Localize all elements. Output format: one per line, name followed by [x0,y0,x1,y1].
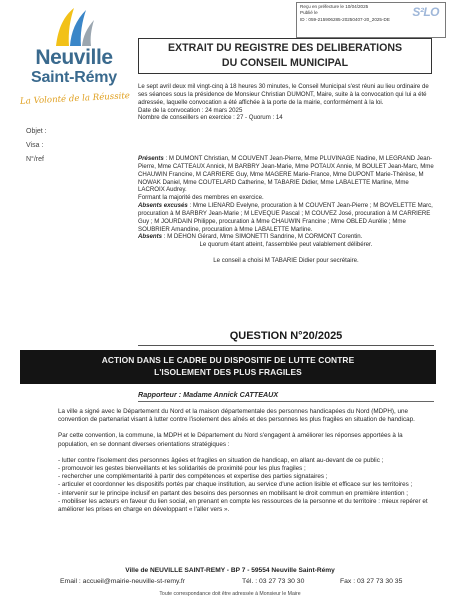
presents-line [138,155,434,194]
deliberation-body [58,408,434,514]
quorum-line: Le quorum étant atteint, l'assemblée peut valablement délibérer. [199,241,373,249]
stamp-published: Publié le [300,10,318,16]
absents-list: : M DEHON Gérard, Mme SIMONETTI Sandrine, M CORMONT Corentin. [162,233,363,241]
stamp-received: Reçu en préfecture le 10/04/2025 [300,4,369,9]
title-line2: DU CONSEIL MUNICIPAL [221,57,349,69]
visa-label: Visa : [26,142,44,149]
title-line1: EXTRAIT DU REGISTRE DES DELIBERATIONS [167,42,403,54]
convocation-date: Date de la convocation : 24 mars 2025 [138,106,243,114]
footer-phone: Tél. : 03 27 73 30 30 [242,578,305,585]
question-divider [138,345,434,346]
excuses-label: Absents excusés [138,202,188,210]
majority-line: Formant la majorité des membres en exercice. [138,194,264,202]
question-number: QUESTION N°20/2025 [229,330,343,342]
presents-label: Présents [138,155,164,162]
footer-address: Ville de NEUVILLE SAINT-REMY - BP 7 - 59554 Neuville Saint-Rémy [125,567,335,574]
orientation-item: - promouvoir les gestes bienveillants et les solidarités de proximité pour les plus fragiles ; [58,465,306,473]
presents-list: : M DUMONT Christian, M COUVENT Jean-Pierre, Mme PLUVINAGE Nadine, M LEGRAND Jean-Pierre, Mme CATTEAUX Annick, M BARBRY Jean-Marie, Mme POTAUX Annie, M BOULET Jean-Marc, Mme CHAUWIN Francine, M CARRIERE Guy, Mme MAGERE Marie-France, Mme DUPONT Marie-Thérèse, M NOWAK Daniel, Mme COUTELARD Catherine, M TABARIE Didier, Mme LABALETTE Marline, Mme LACROIX Audrey. [138,155,434,194]
logo-name-line2: Saint-Rémy [30,69,118,86]
slo-mark: S²LO [412,5,439,19]
absents-label: Absents [138,233,163,241]
prefecture-stamp [296,2,446,38]
engagement-paragraph: Par cette convention, la commune, la MDPH et le Département du Nord s'engagent à améliorer les réponses apportées à la population, en se donnant diverses orientations stratégiques : [58,432,403,448]
action-banner [20,350,436,384]
footer-mention: Toute correspondance doit être adressée à Monsieur le Maire [159,591,301,597]
logo-swoosh-icon [52,6,96,48]
excuses-line [138,202,434,233]
intro-paragraph: Le sept avril deux mil vingt-cinq à 18 heures 30 minutes, le Conseil Municipal s'est réuni au lieu ordinaire de ses séances sous la présidence de Monsieur Christian DUMONT, Maire, suite à la convocation qui lui a été adressée, laquelle convocation a été affichée à la porte de la mairie, conformément à la loi. [138,83,429,106]
orientation-item: - intervenir sur le principe inclusif en partant des besoins des personnes en mobilisant le droit commun en première intention ; [58,489,409,497]
attendance-block [138,155,434,265]
banner-line1: ACTION DANS LE CADRE DU DISPOSITIF DE LUTTE CONTRE [101,355,355,365]
absents-line [138,233,434,241]
rapporteur: Rapporteur : Madame Annick CATTEAUX [138,390,279,399]
secretary-line: Le conseil a choisi M TABARIE Didier pour secrétaire. [213,257,359,265]
orientation-item: - articuler et coordonner les dispositifs portés par chaque institution, au service d'une action lisible et efficace sur les territoires ; [58,481,413,489]
footer-email: Email : accueil@mairie-neuville-st-remy.fr [60,578,185,585]
excuses-list: : Mme LIENARD Evelyne, procuration à M COUVENT Jean-Pierre ; M BOVELETTE Marc, procuration à M BARBRY Jean-Marie ; M LEVEQUE Pascal ; M COUVEZ José, procuration à M CARRIERE Guy ; M JOURDAIN Philippe, procuration à Mme CHAUWIN Francine ; Mme OBLED Aurélie ; Mme SOUBRIER Amandine, procuration à Mme LABALETTE Marline. [138,202,433,233]
convention-paragraph: La ville a signé avec le Département du Nord et la maison départementale des personnes handicapées du Nord (MDPH), une convention de partenariat visant à lutter contre l'isolement des aînés et des personnes les plus fragiles en situation de handicap. [58,408,415,424]
orientation-item: - rechercher une complémentarité à partir des compétences et expertise des parties signataires ; [58,473,328,481]
stamp-id: ID : 059-215906285-20250407-20_2025-DE [300,16,390,22]
footer-fax: Fax : 03 27 73 30 35 [340,578,403,585]
councillors-count: Nombre de conseillers en exercice : 27 - Quorum : 14 [138,114,283,122]
ref-label: N°/ref [26,156,44,163]
town-logo [18,6,130,121]
orientation-item: - lutter contre l'isolement des personnes âgées et fragiles en situation de handicap, en allant au-devant de ce public ; [58,456,384,464]
rapporteur-divider [138,401,434,402]
orientation-item: - mobiliser les acteurs en faveur du lien social, en prenant en compte les ressources de la personne et du territoire : mieux repérer et améliorer les prises en charge en développant « l'aller vers ». [58,497,428,514]
banner-line2: L'ISOLEMENT DES PLUS FRAGILES [154,367,302,377]
objet-label: Objet : [26,128,47,135]
logo-name-line1: Neuville [35,46,113,69]
session-intro [138,83,434,122]
document-title-box [138,38,432,74]
logo-slogan: La Volonté de la Réussite [19,91,131,107]
